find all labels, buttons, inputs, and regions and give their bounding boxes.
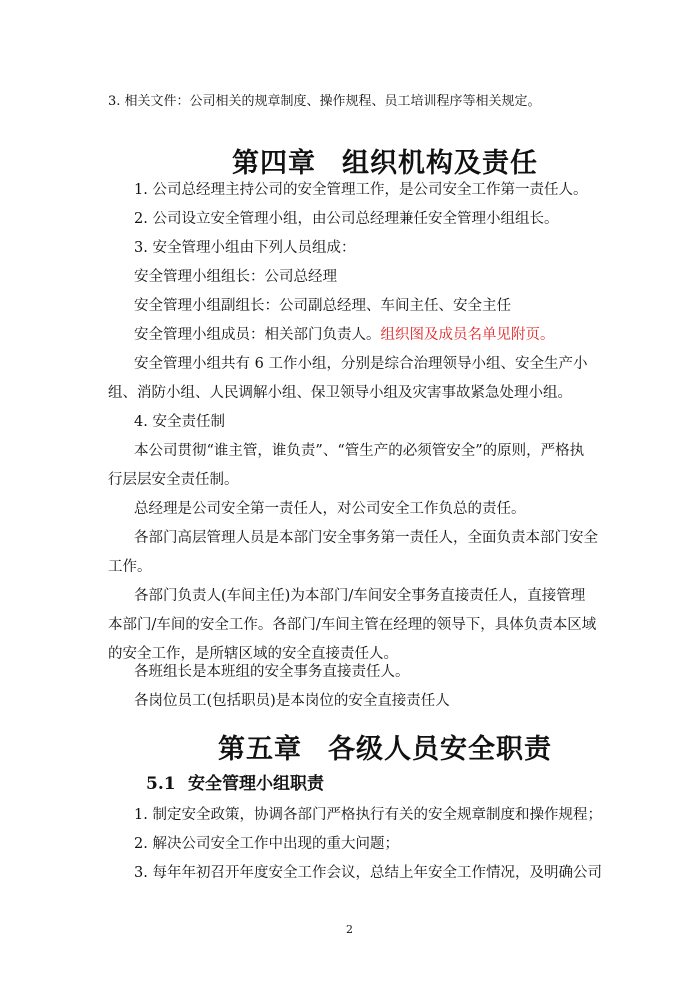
section-5-1-number: 5.1 (146, 774, 176, 794)
group-members-text: 安全管理小组成员：相关部门负责人。 (134, 327, 381, 343)
ch5-item-3: 3. 每年年初召开年度安全工作会议，总结上年安全工作情况，及明确公司 (134, 865, 602, 881)
department-heads-paragraph: 各部门负责人(车间主任)为本部门/车间安全事务直接责任人，直接管理本部门/车间的安全工作。各部门/车间主管在经理的领导下，具体负责本区域的安全工作，是所辖区域的安全直接责任人。 (108, 588, 597, 662)
ch4-item-4: 4. 安全责任制 (134, 414, 225, 430)
section-5-1-title: 安全管理小组职责 (188, 774, 324, 794)
chapter-4-number: 第四章 (232, 148, 316, 179)
senior-managers-paragraph: 各部门高层管理人员是本部门安全事务第一责任人，全面负责本部门安全工作。 (108, 530, 598, 575)
chapter-5-number: 第五章 (218, 734, 302, 765)
deputy-leader-line: 安全管理小组副组长：公司副总经理、车间主任、安全主任 (134, 298, 511, 314)
responsibility-principle-paragraph: 本公司贯彻“谁主管，谁负责”、“管生产的必须管安全”的原则，严格执行层层安全责任制。 (108, 443, 585, 488)
related-documents-note: 3. 相关文件：公司相关的规章制度、操作规程、员工培训程序等相关规定。 (108, 94, 541, 109)
ch4-item-2: 2. 公司设立安全管理小组，由公司总经理兼任安全管理小组组长。 (134, 211, 559, 227)
ch5-item-1: 1. 制定安全政策，协调各部门严格执行有关的安全规章制度和操作规程； (134, 807, 602, 823)
ch4-item-3: 3. 安全管理小组由下列人员组成： (134, 240, 356, 256)
group-members-line (134, 321, 555, 350)
chapter-4-heading (232, 141, 538, 180)
working-groups-paragraph: 安全管理小组共有 6 工作小组，分别是综合治理领导小组、安全生产小组、消防小组、人民调解小组、保卫领导小组及灾害事故紧急处理小组。 (108, 356, 588, 401)
org-chart-note: 组织图及成员名单见附页。 (380, 327, 555, 343)
team-leaders-line: 各班组长是本班组的安全事务直接责任人。 (134, 664, 410, 680)
ch5-item-2: 2. 解决公司安全工作中出现的重大问题； (134, 836, 399, 852)
ch4-item-1: 1. 公司总经理主持公司的安全管理工作，是公司安全工作第一责任人。 (134, 182, 588, 198)
page-number: 2 (346, 923, 353, 936)
employees-line: 各岗位员工(包括职员)是本岗位的安全直接责任人 (134, 693, 450, 709)
chapter-4-title: 组织机构及责任 (342, 148, 538, 179)
group-leader-line: 安全管理小组组长：公司总经理 (134, 269, 337, 285)
chapter-5-title: 各级人员安全职责 (328, 734, 552, 765)
general-manager-line: 总经理是公司安全第一责任人，对公司安全工作负总的责任。 (134, 501, 526, 517)
chapter-5-heading (218, 727, 552, 766)
section-5-1-heading (146, 769, 324, 794)
